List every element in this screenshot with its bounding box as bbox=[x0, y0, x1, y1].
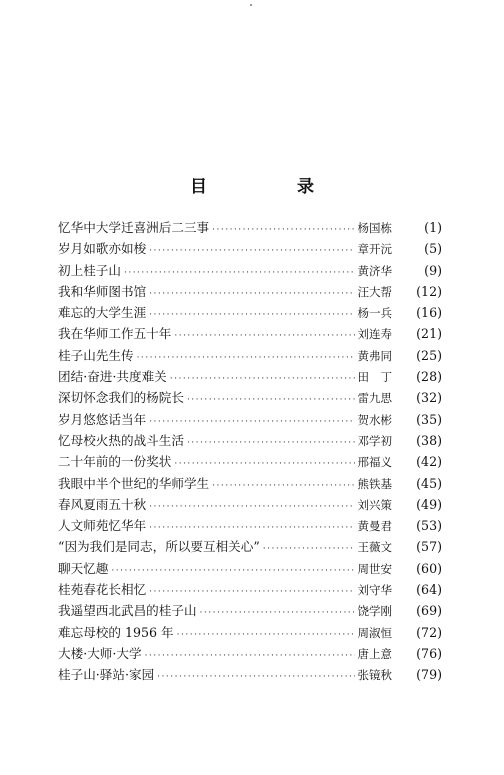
toc-entry-title: 忆华中大学迁喜洲后二三事 bbox=[58, 220, 210, 235]
toc-entry-title: 难忘的大学生涯 bbox=[58, 305, 147, 321]
toc-entry-author: 饶学刚 bbox=[357, 604, 392, 619]
toc-entry bbox=[58, 494, 442, 515]
toc-entry-author: 刘守华 bbox=[357, 583, 392, 598]
toc-entry-title: 岁月悠悠话当年 bbox=[58, 411, 147, 427]
toc-entry-author: 杨一兵 bbox=[357, 306, 392, 321]
toc-entry-author: 周世安 bbox=[357, 561, 392, 576]
toc-leader-dots bbox=[174, 459, 354, 469]
toc-entry-title: 桂苑春花长相忆 bbox=[58, 582, 147, 598]
toc-entry-author: 汪大帮 bbox=[357, 284, 392, 299]
toc-entry-page: (60) bbox=[416, 560, 442, 576]
toc-leader-dots bbox=[149, 417, 354, 427]
toc-entry-title: “因为我们是同志，所以要互相关心” bbox=[58, 539, 260, 555]
toc-leader-dots bbox=[212, 225, 354, 235]
toc-entry-title: 我眼中半个世纪的华师学生 bbox=[58, 475, 210, 491]
toc-entry-author: 王薇文 bbox=[357, 540, 392, 555]
toc-entry bbox=[58, 664, 442, 685]
toc-entry-title: 大楼·大师·大学 bbox=[58, 645, 142, 661]
toc-entry-author: 杨国栋 bbox=[357, 221, 392, 235]
toc-leader-dots bbox=[149, 289, 354, 299]
toc-entry-author: 熊铁基 bbox=[357, 476, 392, 491]
toc-entry-title: 初上桂子山 bbox=[58, 262, 121, 278]
toc-entry bbox=[58, 600, 442, 621]
toc-entry-title: 人文师苑忆华年 bbox=[58, 518, 147, 534]
toc-entry bbox=[58, 281, 442, 302]
toc-entry bbox=[58, 536, 442, 557]
toc-entry-title: 忆母校火热的战斗生活 bbox=[58, 432, 184, 448]
toc-entry bbox=[58, 409, 442, 430]
toc-entry-title: 难忘母校的 1956 年 bbox=[58, 624, 174, 640]
toc-entry-page: (21) bbox=[416, 326, 442, 342]
toc-entry-page: (9) bbox=[424, 262, 442, 278]
toc-leader-dots bbox=[149, 502, 354, 512]
toc-entry-page: (1) bbox=[424, 220, 442, 235]
toc-leader-dots bbox=[177, 630, 355, 640]
toc-entry bbox=[58, 643, 442, 664]
toc-entry-author: 邢福义 bbox=[357, 455, 392, 470]
toc-leader-dots bbox=[111, 566, 354, 576]
toc-leader-dots bbox=[187, 438, 355, 448]
toc-entry-page: (49) bbox=[416, 496, 442, 512]
toc-entry-author: 田 丁 bbox=[357, 370, 392, 385]
toc-entry-page: (53) bbox=[416, 518, 442, 534]
toc-leader-dots bbox=[200, 608, 355, 618]
toc-leader-dots bbox=[145, 651, 355, 661]
toc-entry-page: (42) bbox=[416, 454, 442, 470]
toc-entry bbox=[58, 217, 442, 238]
toc-entry-author: 贺水彬 bbox=[357, 412, 392, 427]
toc-entry-author: 黄济华 bbox=[357, 263, 392, 278]
toc-leader-dots bbox=[187, 395, 355, 405]
toc-entry-page: (35) bbox=[416, 411, 442, 427]
toc-entry bbox=[58, 558, 442, 579]
toc-entry-author: 张镜秋 bbox=[357, 668, 392, 683]
toc-entry-page: (5) bbox=[424, 241, 442, 257]
toc-leader-dots bbox=[149, 523, 354, 533]
toc-leader-dots bbox=[263, 544, 355, 554]
toc-entry-author: 周淑恒 bbox=[357, 625, 392, 640]
toc-entry-page: (45) bbox=[416, 475, 442, 491]
toc-entry bbox=[58, 579, 442, 600]
toc-entry-page: (12) bbox=[416, 283, 442, 299]
toc-entry-title: 聊天忆趣 bbox=[58, 560, 109, 576]
toc-entry-page: (25) bbox=[416, 347, 442, 363]
toc-entry-author: 唐上意 bbox=[357, 646, 392, 661]
toc-entry-title: 春风夏雨五十秋 bbox=[58, 496, 147, 512]
toc-entry-title: 我遥望西北武昌的桂子山 bbox=[58, 603, 197, 619]
toc-entry-page: (38) bbox=[416, 432, 442, 448]
table-of-contents bbox=[58, 217, 442, 686]
toc-entry bbox=[58, 451, 442, 472]
toc-entry bbox=[58, 302, 442, 323]
toc-entry-title: 桂子山·驿站·家园 bbox=[58, 667, 155, 683]
toc-entry-page: (28) bbox=[416, 369, 442, 385]
toc-entry-author: 黄曼君 bbox=[357, 519, 392, 534]
toc-entry-page: (16) bbox=[416, 305, 442, 321]
toc-entry bbox=[58, 473, 442, 494]
toc-entry bbox=[58, 515, 442, 536]
toc-entry-author: 刘兴策 bbox=[357, 497, 392, 512]
toc-entry-title: 二十年前的一份奖状 bbox=[58, 454, 172, 470]
toc-entry-page: (57) bbox=[416, 539, 442, 555]
toc-entry-author: 黄弗同 bbox=[357, 348, 392, 363]
toc-entry-page: (79) bbox=[416, 667, 442, 683]
toc-entry bbox=[58, 430, 442, 451]
toc-entry-title: 岁月如歌亦如梭 bbox=[58, 241, 147, 257]
toc-entry-page: (69) bbox=[416, 603, 442, 619]
toc-leader-dots bbox=[170, 374, 355, 384]
toc-entry-author: 雷九思 bbox=[357, 391, 392, 406]
toc-leader-dots bbox=[157, 672, 354, 682]
toc-entry bbox=[58, 238, 442, 259]
toc-entry bbox=[58, 260, 442, 281]
toc-leader-dots bbox=[124, 268, 355, 278]
toc-entry-author: 邓学初 bbox=[357, 433, 392, 448]
toc-entry-page: (76) bbox=[416, 645, 442, 661]
toc-entry-title: 我在华师工作五十年 bbox=[58, 326, 172, 342]
toc-entry-title: 团结·奋进·共度难关 bbox=[58, 369, 167, 385]
toc-leader-dots bbox=[149, 587, 354, 597]
toc-leader-dots bbox=[212, 481, 354, 491]
toc-entry-author: 刘连寿 bbox=[357, 327, 392, 342]
page-title: 目 录 bbox=[190, 177, 356, 197]
toc-entry bbox=[58, 345, 442, 366]
toc-entry-page: (72) bbox=[416, 624, 442, 640]
toc-entry-title: 我和华师图书馆 bbox=[58, 283, 147, 299]
toc-entry-page: (64) bbox=[416, 582, 442, 598]
scan-dot bbox=[250, 4, 252, 6]
toc-leader-dots bbox=[149, 310, 354, 320]
toc-entry bbox=[58, 387, 442, 408]
toc-entry-title: 桂子山先生传 bbox=[58, 347, 134, 363]
toc-entry bbox=[58, 622, 442, 643]
toc-leader-dots bbox=[137, 353, 355, 363]
toc-entry-page: (32) bbox=[416, 390, 442, 406]
toc-entry bbox=[58, 323, 442, 344]
toc-entry bbox=[58, 366, 442, 387]
toc-entry-title: 深切怀念我们的杨院长 bbox=[58, 390, 184, 406]
toc-leader-dots bbox=[149, 246, 354, 256]
toc-leader-dots bbox=[174, 331, 354, 341]
toc-entry-author: 章开沅 bbox=[357, 242, 392, 257]
